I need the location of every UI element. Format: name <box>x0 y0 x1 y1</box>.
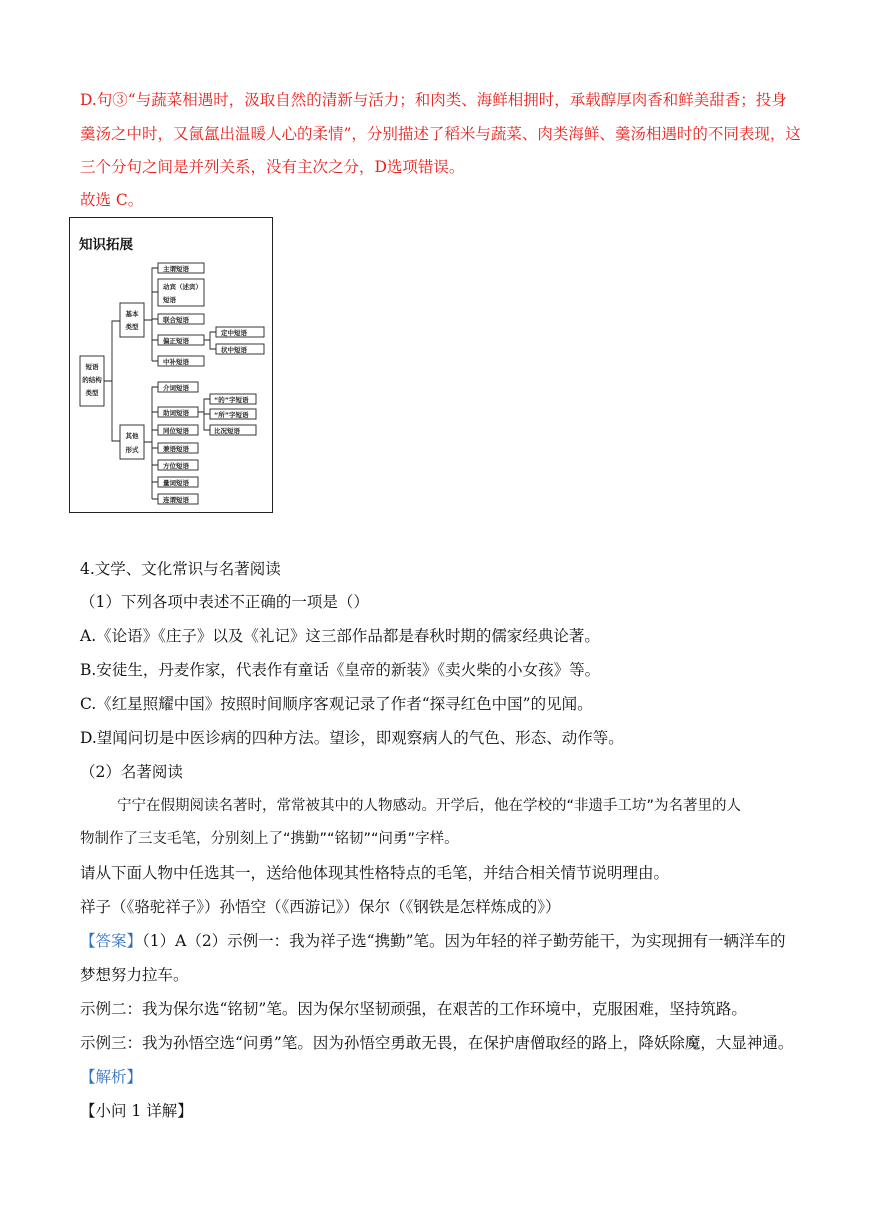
explanation-line-2: 羹汤之中时，又氤氲出温暖人心的柔情”，分别描述了稻米与蔬菜、肉类海鲜、羹汤相遇时的不同表现，这 <box>80 125 801 143</box>
node-zhongbu-label: 中补短语 <box>163 358 189 366</box>
section-heading: 4.文学、文化常识与名著阅读 <box>80 560 281 578</box>
node-root-label-2: 的结构 <box>82 376 102 384</box>
node-other-label-1: 其他 <box>125 432 139 440</box>
node-root-label-1: 短语 <box>85 363 99 371</box>
analysis-tag: 【解析】 <box>80 1068 143 1086</box>
zhuci-connector <box>198 399 210 430</box>
node-lianwei-label: 连谓短语 <box>163 496 189 504</box>
node-de-label: “的”字短语 <box>214 396 249 404</box>
option-d: D.望闻问切是中医诊病的四种方法。望诊，即观察病人的气色、形态、动作等。 <box>80 729 624 747</box>
node-pianzheng-label: 偏正短语 <box>163 337 189 345</box>
phrase-structure-diagram <box>70 218 274 514</box>
answer-line-1 <box>80 931 786 951</box>
node-zhuangzhong-label: 状中短语 <box>221 346 247 354</box>
pianzheng-connector <box>204 332 216 349</box>
conclusion-line: 故选 C。 <box>80 191 144 209</box>
root-connector <box>104 321 120 441</box>
node-root-label-3: 类型 <box>85 389 99 397</box>
sub-question-1-heading: 【小问 1 详解】 <box>80 1102 193 1120</box>
explanation-line-3: 三个分句之间是并列关系，没有主次之分，D选项错误。 <box>80 158 465 176</box>
node-liangci-label: 量词短语 <box>163 479 189 487</box>
node-jianyu-label: 兼语短语 <box>163 445 189 453</box>
passage-line-2: 物制作了三支毛笔，分别刻上了“携勤”“铭韧”“问勇”字样。 <box>80 831 459 847</box>
option-b: B.安徒生，丹麦作家，代表作有童话《皇帝的新装》《卖火柴的小女孩》等。 <box>80 661 601 679</box>
answer-text: （1）A（2）示例一：我为祥子选“携勤”笔。因为年轻的祥子勤劳能干，为实现拥有一辆洋车的 <box>142 932 786 950</box>
character-list: 祥子（《骆驼祥子》）孙悟空（《西游记》）保尔（《钢铁是怎样炼成的》） <box>80 898 561 916</box>
other-connector <box>144 387 158 499</box>
node-basic <box>120 303 144 337</box>
node-zhuci-label: 助词短语 <box>163 409 189 417</box>
node-dongbin-label-2: 短语 <box>163 296 176 304</box>
instruction: 请从下面人物中任选其一，送给他体现其性格特点的毛笔，并结合相关情节说明理由。 <box>80 864 670 882</box>
node-dingzhong-label: 定中短语 <box>221 329 247 337</box>
node-fangwei-label: 方位短语 <box>163 462 189 470</box>
node-lianhe-label: 联合短语 <box>163 316 189 324</box>
knowledge-box <box>69 217 273 513</box>
question-1: （1）下列各项中表述不正确的一项是（） <box>80 593 369 611</box>
option-c: C.《红星照耀中国》按照时间顺序客观记录了作者“探寻红色中国”的见闻。 <box>80 695 593 713</box>
knowledge-box-title: 知识拓展 <box>79 237 133 253</box>
example-3: 示例三：我为孙悟空选“问勇”笔。因为孙悟空勇敢无畏，在保护唐僧取经的路上，降妖除魔，大显神通。 <box>80 1034 794 1052</box>
answer-line-2: 梦想努力拉车。 <box>80 966 189 984</box>
answer-tag: 【答案】 <box>80 932 143 950</box>
node-zhuwei-label: 主谓短语 <box>163 265 189 273</box>
example-2: 示例二：我为保尔选“铭韧”笔。因为保尔坚韧顽强，在艰苦的工作环境中，克服困难，坚持筑路。 <box>80 1000 747 1018</box>
passage-line-1: 宁宁在假期阅读名著时，常常被其中的人物感动。开学后，他在学校的“非遗手工坊”为名著里的人 <box>117 798 742 814</box>
node-basic-label-1: 基本 <box>125 310 139 318</box>
option-a: A.《论语》《庄子》以及《礼记》这三部作品都是春秋时期的儒家经典论著。 <box>80 627 600 645</box>
node-other-label-2: 形式 <box>125 446 139 454</box>
node-jieci-label: 介词短语 <box>163 384 189 392</box>
node-suo-label: “所”字短语 <box>214 411 249 419</box>
question-2: （2）名著阅读 <box>80 763 183 781</box>
node-tongwei-label: 同位短语 <box>163 427 189 435</box>
explanation-line-1: D.句③“与蔬菜相遇时，汲取自然的清新与活力；和肉类、海鲜相拥时，承载醇厚肉香和鲜美甜香；投身 <box>80 91 787 109</box>
node-bikuang-label: 比况短语 <box>214 427 240 435</box>
node-basic-label-2: 类型 <box>125 323 139 331</box>
basic-connector <box>144 268 158 361</box>
node-dongbin-label-1: 动宾（述宾） <box>163 283 202 291</box>
